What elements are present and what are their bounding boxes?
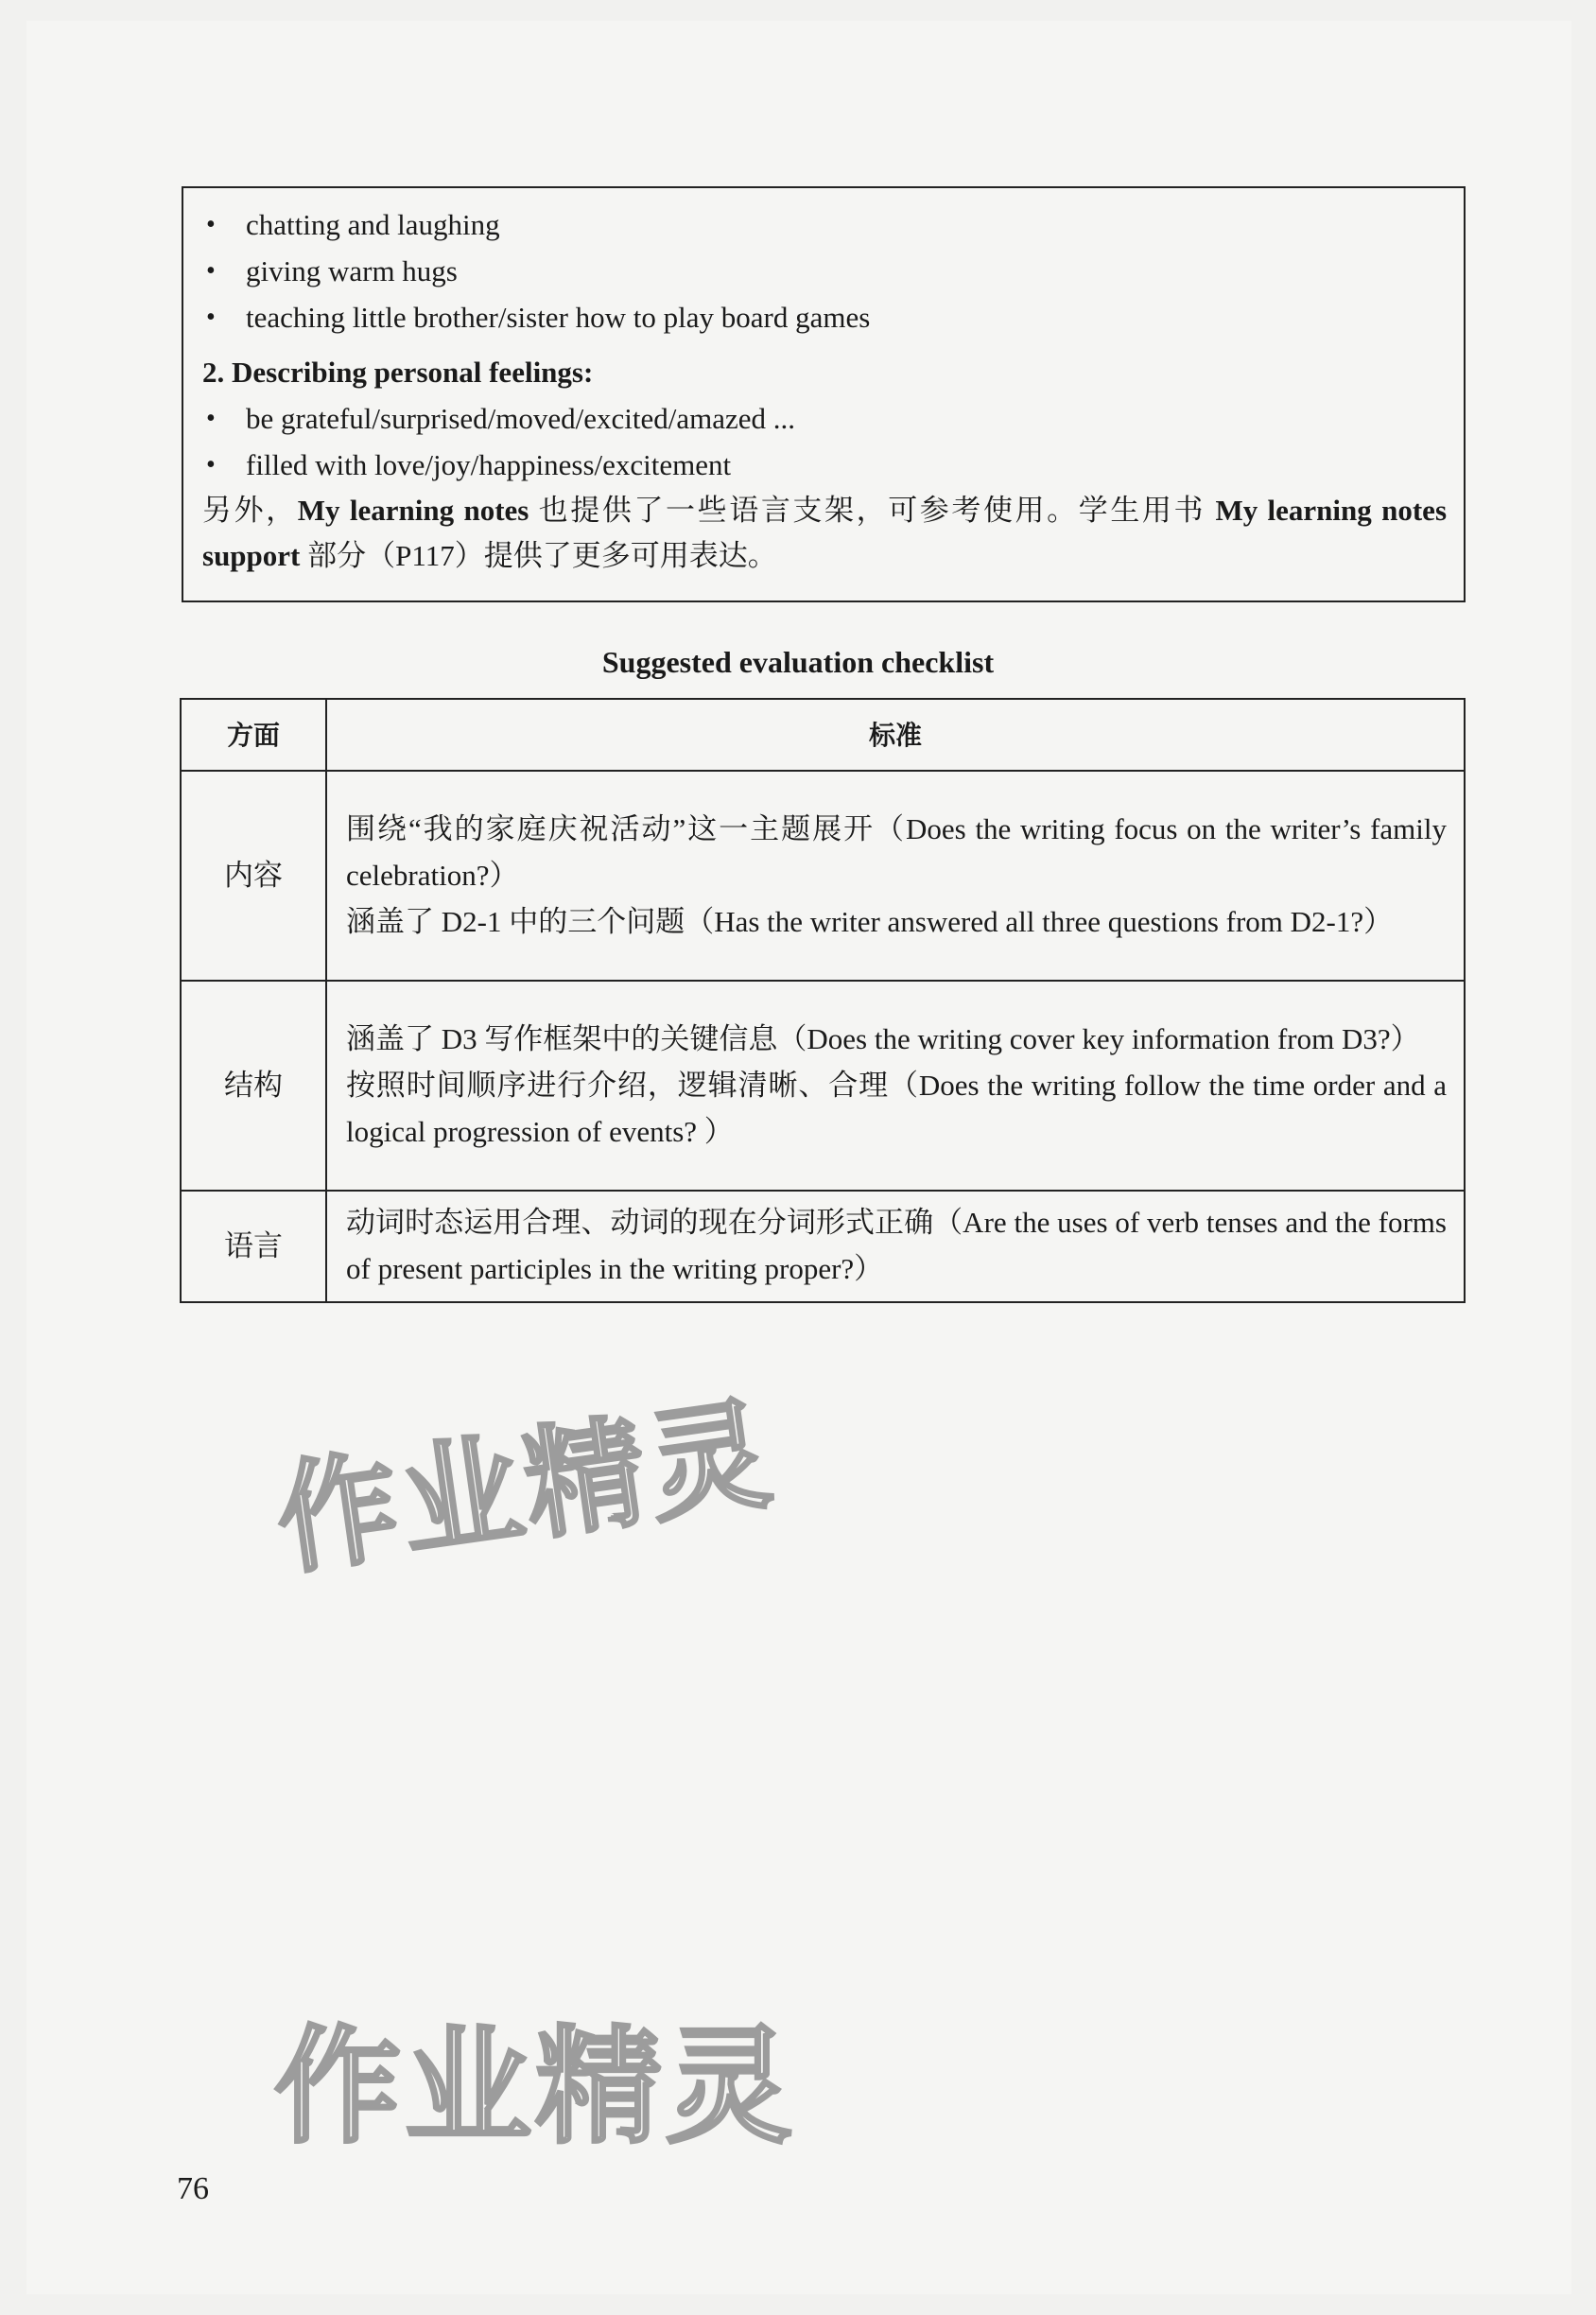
table-header-row [181, 699, 1465, 771]
action-bullet-list [202, 201, 1447, 340]
note-bold-term: My learning notes [297, 494, 529, 527]
header-criteria: 标准 [326, 699, 1465, 771]
page-number: 76 [177, 2171, 209, 2206]
list-item: • teaching little brother/sister how to play board games [202, 294, 1447, 340]
note-text: 部分（P117）提供了更多可用表达。 [300, 539, 777, 572]
table-row [181, 771, 1465, 981]
criteria-cell [326, 771, 1465, 981]
learning-notes-paragraph [202, 488, 1447, 579]
evaluation-checklist-table [180, 698, 1466, 1303]
note-text: 另外， [202, 494, 298, 527]
note-bold-term: My learning notes support [202, 494, 1448, 572]
feelings-bullet-list [202, 395, 1447, 488]
list-item: • chatting and laughing [202, 201, 1447, 248]
criteria-item: 动词时态运用合理、动词的现在分词形式正确（Are the uses of verb tenses and the forms of present participles in the writing proper?） [346, 1206, 1447, 1285]
list-item: • be grateful/surprised/moved/excited/amazed ... [202, 395, 1447, 442]
aspect-cell: 结构 [181, 981, 326, 1191]
language-support-box [182, 186, 1466, 602]
criteria-item: 按照时间顺序进行介绍，逻辑清晰、合理（Does the writing follow the time order and a logical progression of events? ） [346, 1068, 1447, 1148]
criteria-cell [326, 981, 1465, 1191]
section-heading: 2. Describing personal feelings: [202, 356, 594, 389]
checklist-caption: Suggested evaluation checklist [601, 645, 995, 679]
watermark: 作业精灵 [274, 2013, 797, 2161]
list-item: • filled with love/joy/happiness/excitement [202, 442, 1447, 488]
criteria-cell [326, 1191, 1465, 1302]
criteria-item: 涵盖了 D2-1 中的三个问题（Has the writer answered all three questions from D2-1?） [346, 904, 1394, 938]
header-aspect: 方面 [181, 699, 326, 771]
list-item: • giving warm hugs [202, 248, 1447, 294]
note-text: 也提供了一些语言支架，可参考使用。学生用书 [529, 494, 1216, 527]
table-row [181, 1191, 1465, 1302]
criteria-item: 围绕“我的家庭庆祝活动”这一主题展开（Does the writing focus on the writer’s family celebration?） [346, 811, 1447, 892]
aspect-cell: 语言 [181, 1191, 326, 1302]
aspect-cell: 内容 [181, 771, 326, 981]
table-row [181, 981, 1465, 1191]
criteria-item: 涵盖了 D3 写作框架中的关键信息（Does the writing cover key information from D3?） [346, 1021, 1420, 1055]
watermark: 作业精灵 [268, 1383, 783, 1593]
